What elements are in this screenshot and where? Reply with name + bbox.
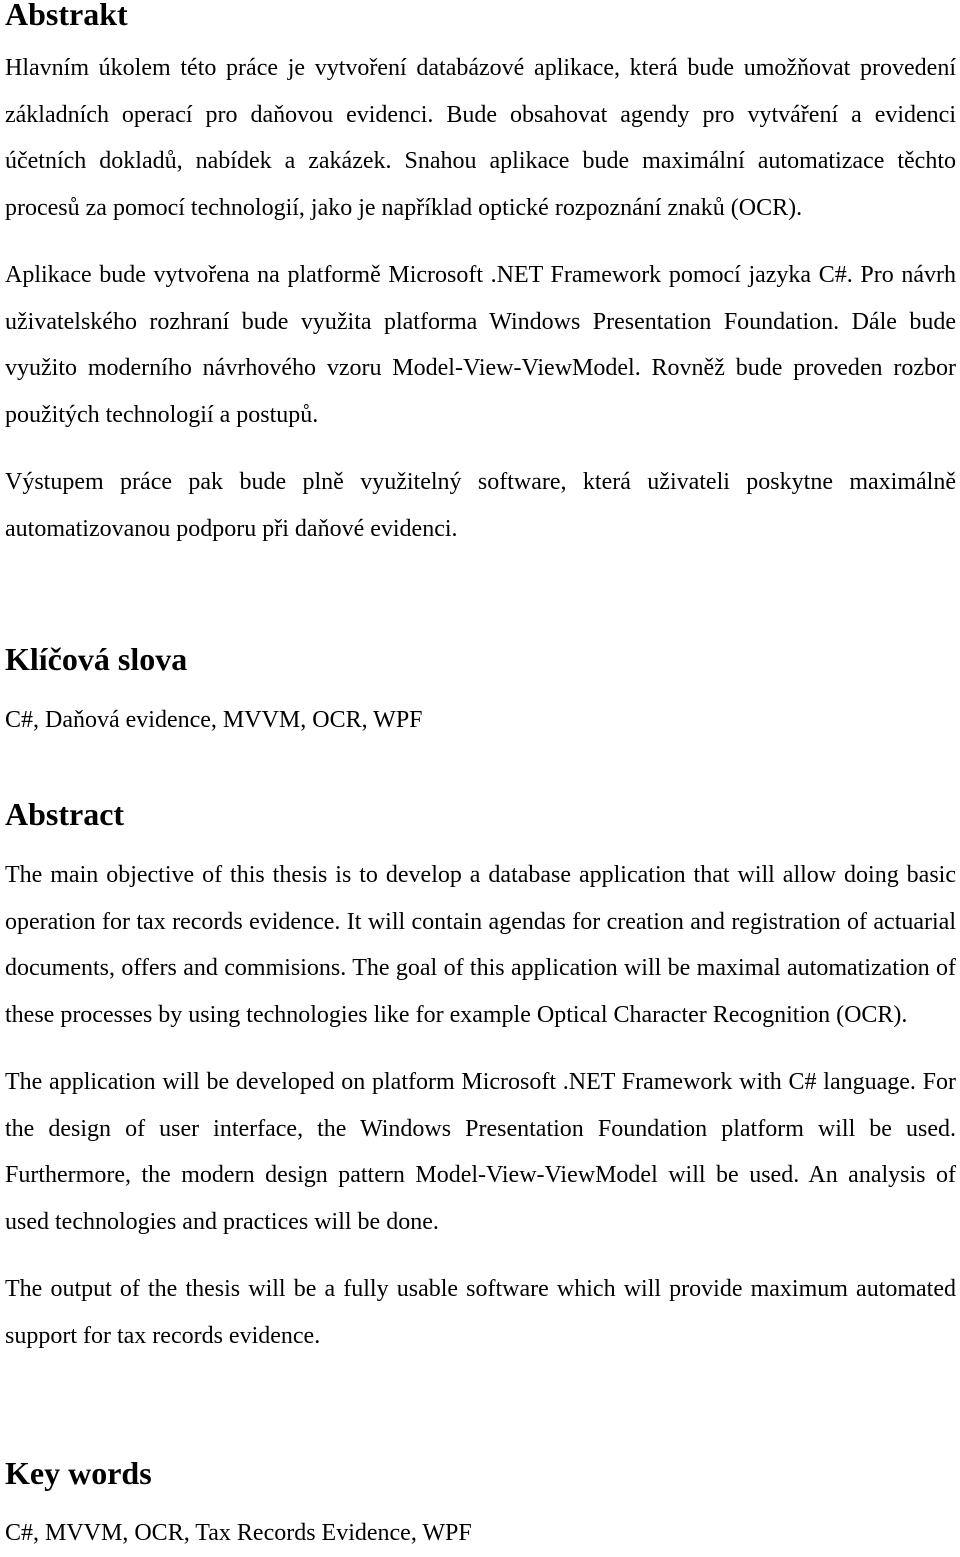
abstract-heading: Abstract [5,796,125,832]
key-words-text: C#, MVVM, OCR, Tax Records Evidence, WPF [5,1520,472,1546]
key-words-heading: Key words [5,1455,152,1491]
abstrakt-section [5,45,956,552]
abstrakt-paragraph: Hlavním úkolem této práce je vytvoření databázové aplikace, která bude umožňovat provedení základních operací pro daňovou evidenci. Bude obsahovat agendy pro vytváření a evidenci účetních dokladů, nabídek a zakázek. Snahou aplikace bude maximální automatizace těchto procesů za pomocí technologií, jako je například optické rozpoznání znaků (OCR). [5,55,956,221]
abstract-paragraph: The main objective of this thesis is to develop a database application that will allow doing basic operation for tax records evidence. It will contain agendas for creation and registration of actuarial documents, offers and commisions. The goal of this application will be maximal automatization of these processes by using technologies like for example Optical Character Recognition (OCR). [5,862,956,1028]
abstract-paragraph: The output of the thesis will be a fully usable software which will provide maximum automated support for tax records evidence. [5,1276,956,1349]
klicova-slova-text: C#, Daňová evidence, MVVM, OCR, WPF [5,707,423,733]
abstrakt-paragraph: Aplikace bude vytvořena na platformě Microsoft .NET Framework pomocí jazyka C#. Pro návrh uživatelského rozhraní bude využita platforma Windows Presentation Foundation. Dále bude využito moderního návrhového vzoru Model-View-ViewModel. Rovněž bude proveden rozbor použitých technologií a postupů. [5,262,956,428]
klicova-slova-heading: Klíčová slova [5,641,188,677]
abstract-paragraph: The application will be developed on platform Microsoft .NET Framework with C# language. For the design of user interface, the Windows Presentation Foundation platform will be used. Furthermore, the modern design pattern Model-View-ViewModel will be used. An analysis of used technologies and practices will be done. [5,1069,956,1235]
abstrakt-paragraph: Výstupem práce pak bude plně využitelný software, která uživateli poskytne maximálně automatizovanou podporu při daňové evidenci. [5,469,956,542]
abstrakt-heading: Abstrakt [5,0,128,32]
abstract-section [5,852,956,1359]
